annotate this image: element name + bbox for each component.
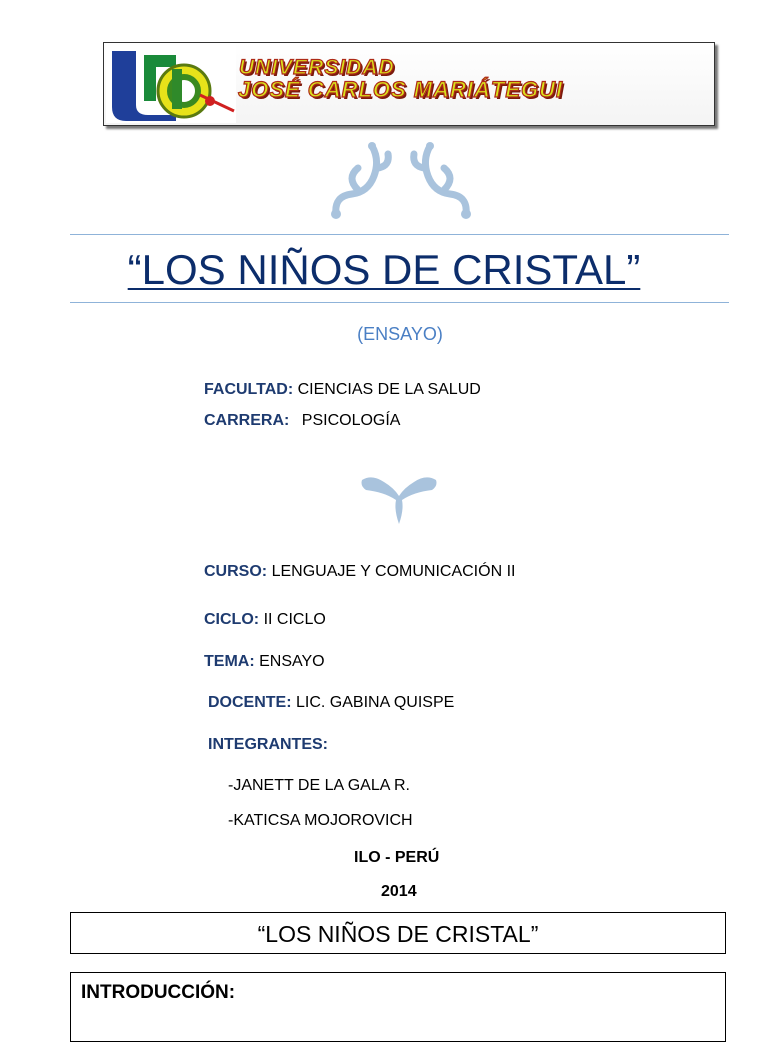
curso-label: CURSO: bbox=[204, 563, 268, 580]
floral-ornament-icon bbox=[328, 138, 474, 222]
ciclo-line bbox=[204, 611, 326, 629]
university-name bbox=[238, 57, 708, 101]
university-name-line1: UNIVERSIDAD bbox=[239, 56, 395, 79]
ciclo-value: II CICLO bbox=[263, 611, 326, 628]
tema-label: TEMA: bbox=[204, 653, 255, 670]
intro-heading: INTRODUCCIÓN: bbox=[81, 982, 236, 1003]
essay-title: “LOS NIÑOS DE CRISTAL” bbox=[257, 921, 539, 947]
integrantes-line bbox=[208, 736, 328, 754]
carrera-label: CARRERA: bbox=[204, 412, 290, 429]
facultad-line bbox=[204, 381, 481, 399]
docente-label: DOCENTE: bbox=[208, 694, 292, 711]
university-banner bbox=[103, 42, 715, 126]
docente-line bbox=[208, 694, 454, 712]
ciclo-label: CICLO: bbox=[204, 611, 260, 628]
title-rule-top bbox=[70, 234, 729, 235]
title-rule-bottom bbox=[70, 302, 729, 303]
curso-value: LENGUAJE Y COMUNICACIÓN II bbox=[271, 563, 516, 580]
facultad-value: CIENCIAS DE LA SALUD bbox=[297, 381, 481, 398]
facultad-label: FACULTAD: bbox=[204, 381, 294, 398]
year: 2014 bbox=[381, 883, 417, 900]
tema-value: ENSAYO bbox=[259, 653, 325, 670]
cover-title: “LOS NIÑOS DE CRISTAL” bbox=[127, 246, 641, 293]
introduction-box bbox=[70, 972, 726, 1042]
carrera-line bbox=[204, 412, 400, 430]
integrante-1: -JANETT DE LA GALA R. bbox=[228, 777, 410, 794]
cover-subtitle: (ENSAYO) bbox=[357, 324, 443, 344]
curso-line bbox=[204, 563, 515, 581]
tema-line bbox=[204, 653, 325, 671]
essay-title-box bbox=[70, 912, 726, 954]
integrante-2: -KATICSA MOJOROVICH bbox=[228, 812, 413, 829]
integrantes-label: INTEGRANTES: bbox=[208, 736, 328, 753]
fleuron-ornament-icon bbox=[358, 470, 440, 526]
university-logo bbox=[106, 45, 236, 123]
location: ILO - PERÚ bbox=[354, 849, 440, 866]
university-name-line2: JOSÉ CARLOS MARIÁTEGUI bbox=[238, 77, 564, 102]
carrera-value: PSICOLOGÍA bbox=[301, 412, 401, 429]
docente-value: LIC. GABINA QUISPE bbox=[296, 694, 455, 711]
